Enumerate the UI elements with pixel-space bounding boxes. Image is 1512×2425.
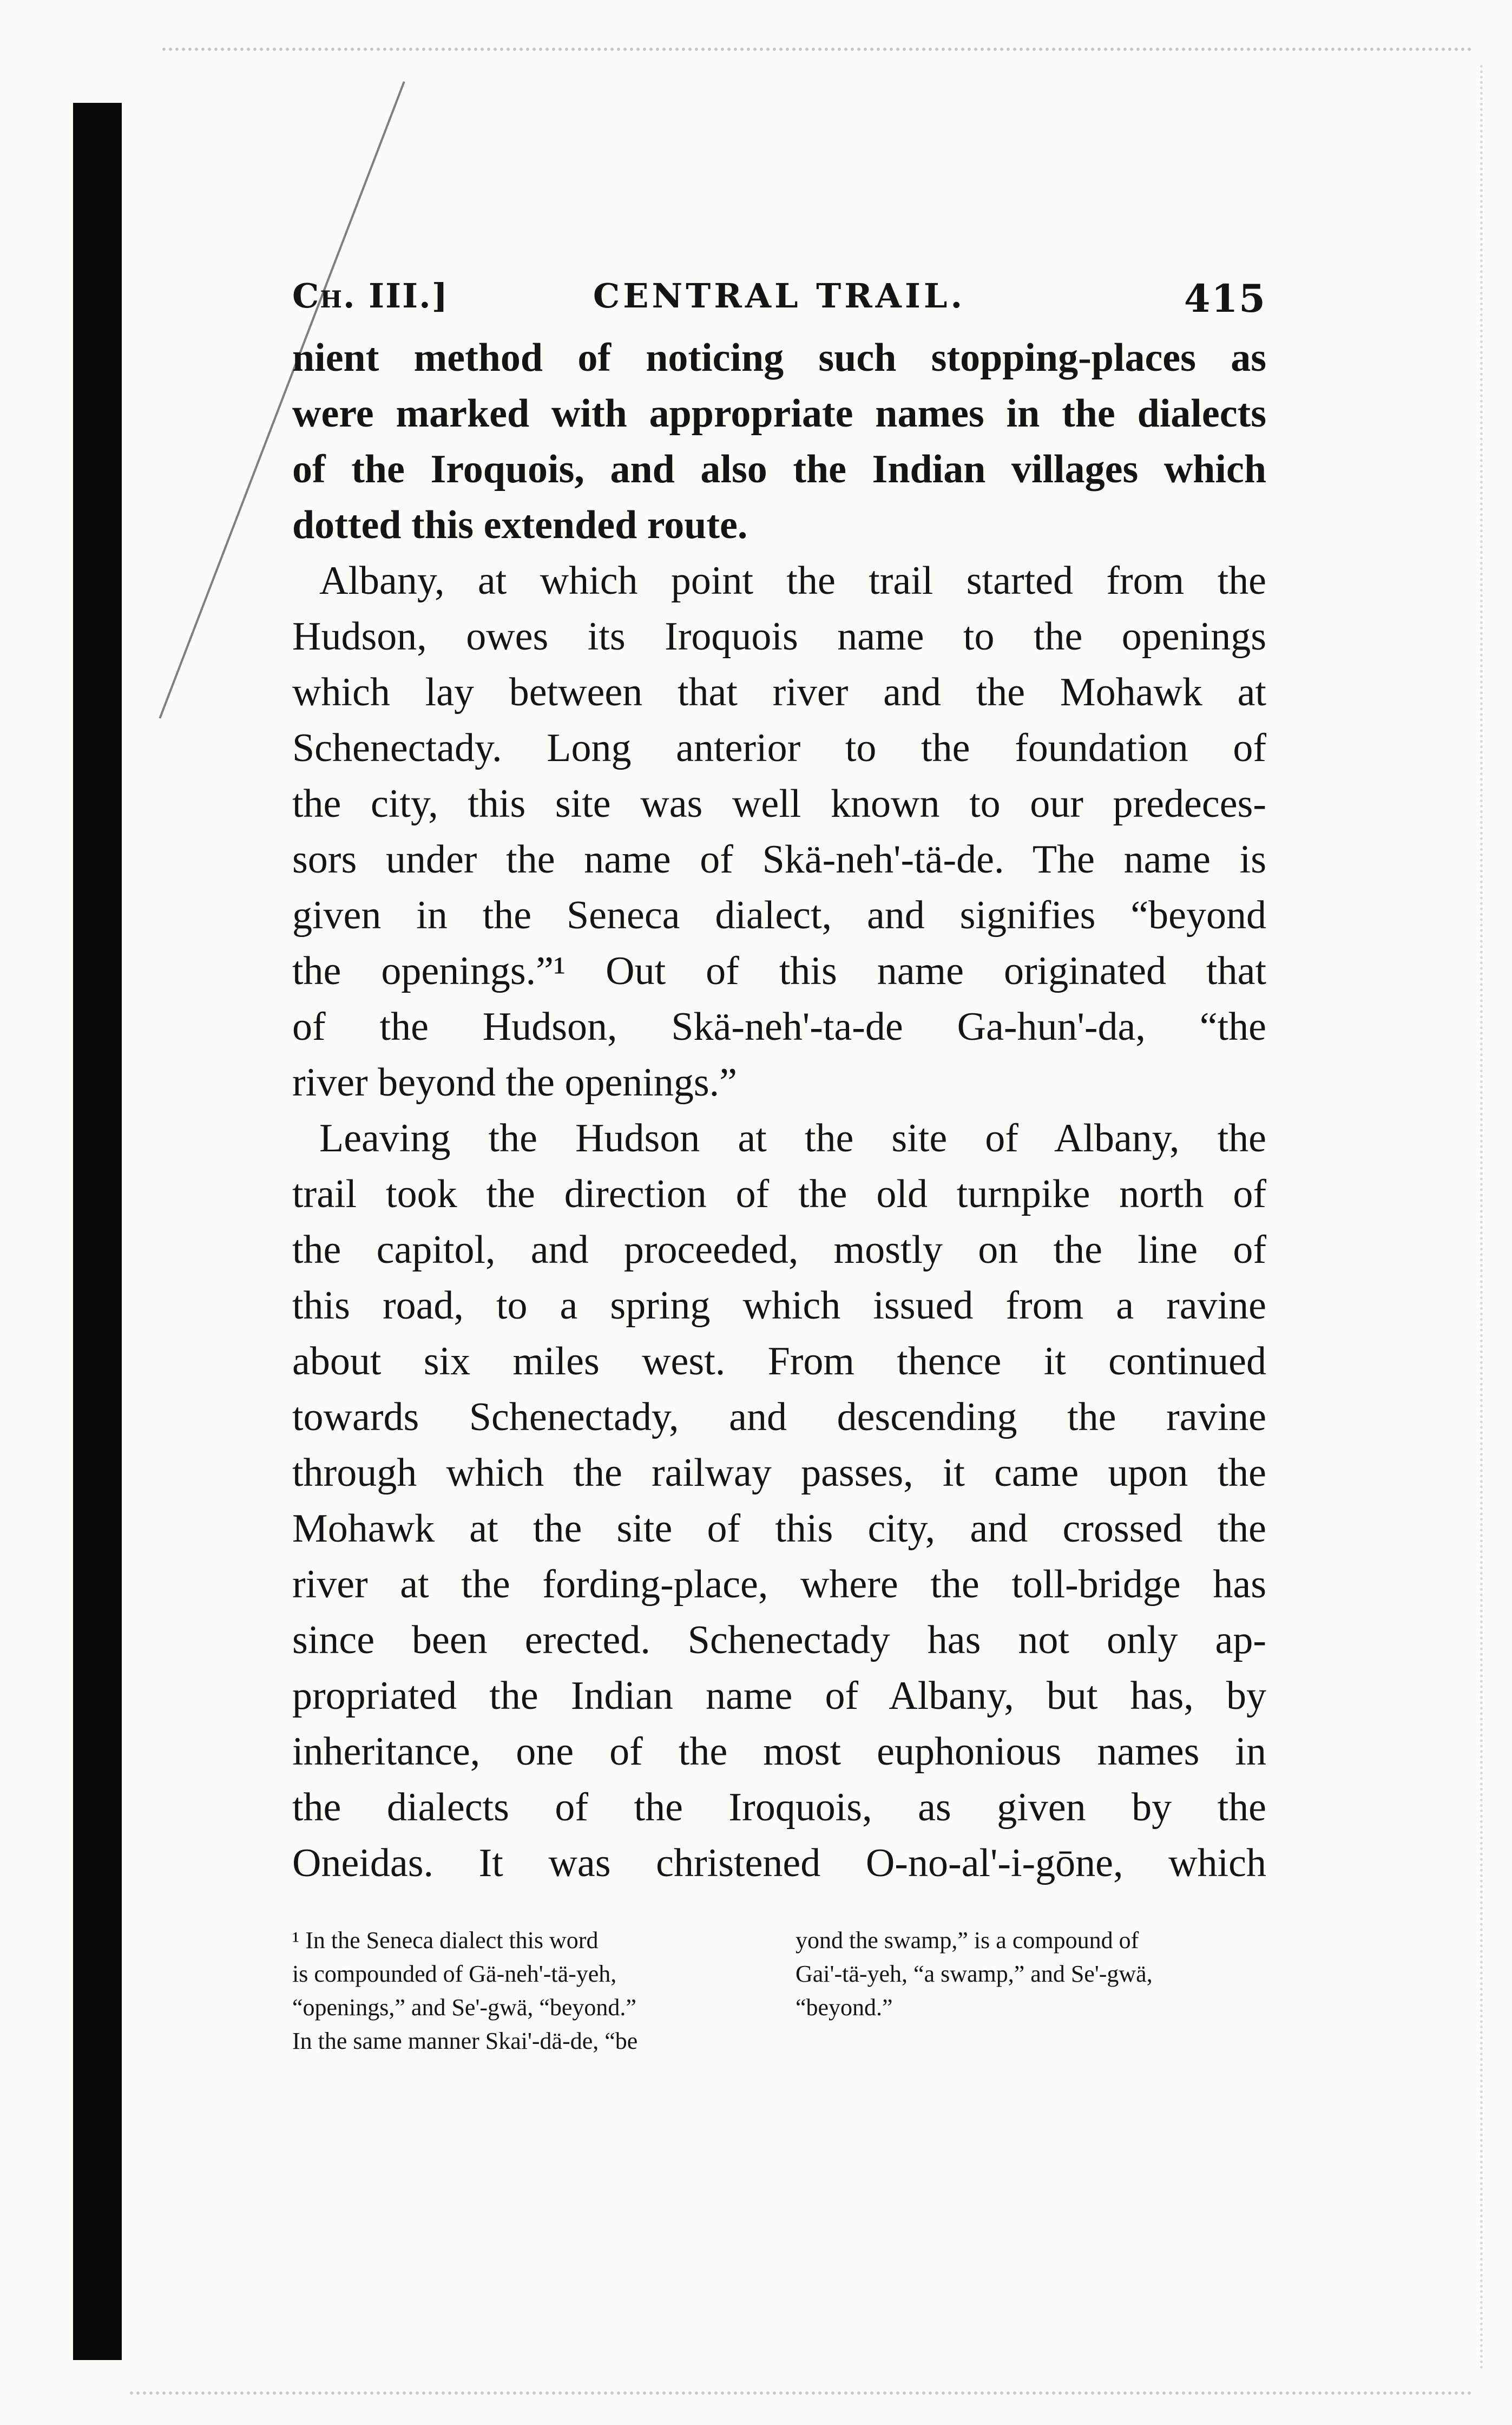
text-line: trail took the direction of the old turnpike north of [292, 1172, 1266, 1216]
footnote-line: yond the swamp,” is a compound of [796, 1927, 1139, 1954]
text-line: Oneidas. It was christened O-no-al'-i-gōne, which [292, 1841, 1266, 1885]
text-line: Schenectady. Long anterior to the foundation of [292, 726, 1266, 770]
footnotes [292, 1924, 1266, 2058]
text-line: were marked with appropriate names in the dialects [292, 391, 1266, 436]
paragraph-albany [292, 553, 1266, 1111]
text-line: river at the fording-place, where the toll-bridge has [292, 1562, 1266, 1607]
footnote-line: In the same manner Skai'-dä-de, “be [292, 2028, 638, 2054]
text-line: towards Schenectady, and descending the ravine [292, 1395, 1266, 1439]
text-line: the capitol, and proceeded, mostly on the line of [292, 1228, 1266, 1272]
scan-edge-right [1480, 65, 1483, 2371]
paragraph-continued [292, 330, 1266, 553]
footnote-column-right [796, 1924, 1266, 2058]
text-line: river beyond the openings.” [292, 1060, 737, 1105]
text-line: about six miles west. From thence it continued [292, 1339, 1266, 1384]
text-line: Albany, at which point the trail started from the [319, 559, 1266, 603]
text-line: the openings.”¹ Out of this name originated that [292, 949, 1266, 993]
text-line: the dialects of the Iroquois, as given by the [292, 1785, 1266, 1830]
text-line: Leaving the Hudson at the site of Albany, the [319, 1116, 1266, 1161]
scan-edge-top [162, 48, 1472, 51]
text-line: the city, this site was well known to our predeces- [292, 782, 1266, 826]
footnote-line: is compounded of Gä-neh'-tä-yeh, [292, 1961, 617, 1987]
footnote-line: “beyond.” [796, 1994, 893, 2021]
book-page [292, 276, 1266, 2058]
text-line: sors under the name of Skä-neh'-tä-de. The name is [292, 837, 1266, 882]
text-line: given in the Seneca dialect, and signifies “beyond [292, 893, 1266, 938]
text-line: propriated the Indian name of Albany, but has, by [292, 1674, 1266, 1718]
paragraph-leaving-hudson [292, 1111, 1266, 1891]
running-title: CENTRAL TRAIL. [593, 276, 966, 316]
scan-edge-bottom [130, 2391, 1472, 2395]
text-line: through which the railway passes, it came upon the [292, 1451, 1266, 1495]
body-text [292, 330, 1266, 1891]
text-line: Hudson, owes its Iroquois name to the openings [292, 614, 1266, 659]
text-line: of the Hudson, Skä-neh'-ta-de Ga-hun'-da, “the [292, 1005, 1266, 1049]
text-line: since been erected. Schenectady has not only ap- [292, 1618, 1266, 1662]
footnote-line: ¹ In the Seneca dialect this word [292, 1927, 599, 1954]
text-line: nient method of noticing such stopping-places as [292, 336, 1266, 380]
footnote-column-left [292, 1924, 763, 2058]
page-number: 415 [1184, 276, 1266, 321]
text-line: dotted this extended route. [292, 503, 748, 547]
text-line: this road, to a spring which issued from a ravine [292, 1283, 1266, 1328]
footnote-line: “openings,” and Se'-gwä, “beyond.” [292, 1994, 636, 2021]
binding-shadow [73, 103, 122, 2360]
text-line: which lay between that river and the Mohawk at [292, 670, 1266, 715]
text-line: Mohawk at the site of this city, and crossed the [292, 1506, 1266, 1551]
text-line: of the Iroquois, and also the Indian villages which [292, 447, 1266, 491]
chapter-marker: Ch. III.] [292, 276, 449, 316]
footnote-line: Gai'-tä-yeh, “a swamp,” and Se'-gwä, [796, 1961, 1153, 1987]
text-line: inheritance, one of the most euphonious names in [292, 1729, 1266, 1774]
running-head [292, 276, 1266, 330]
